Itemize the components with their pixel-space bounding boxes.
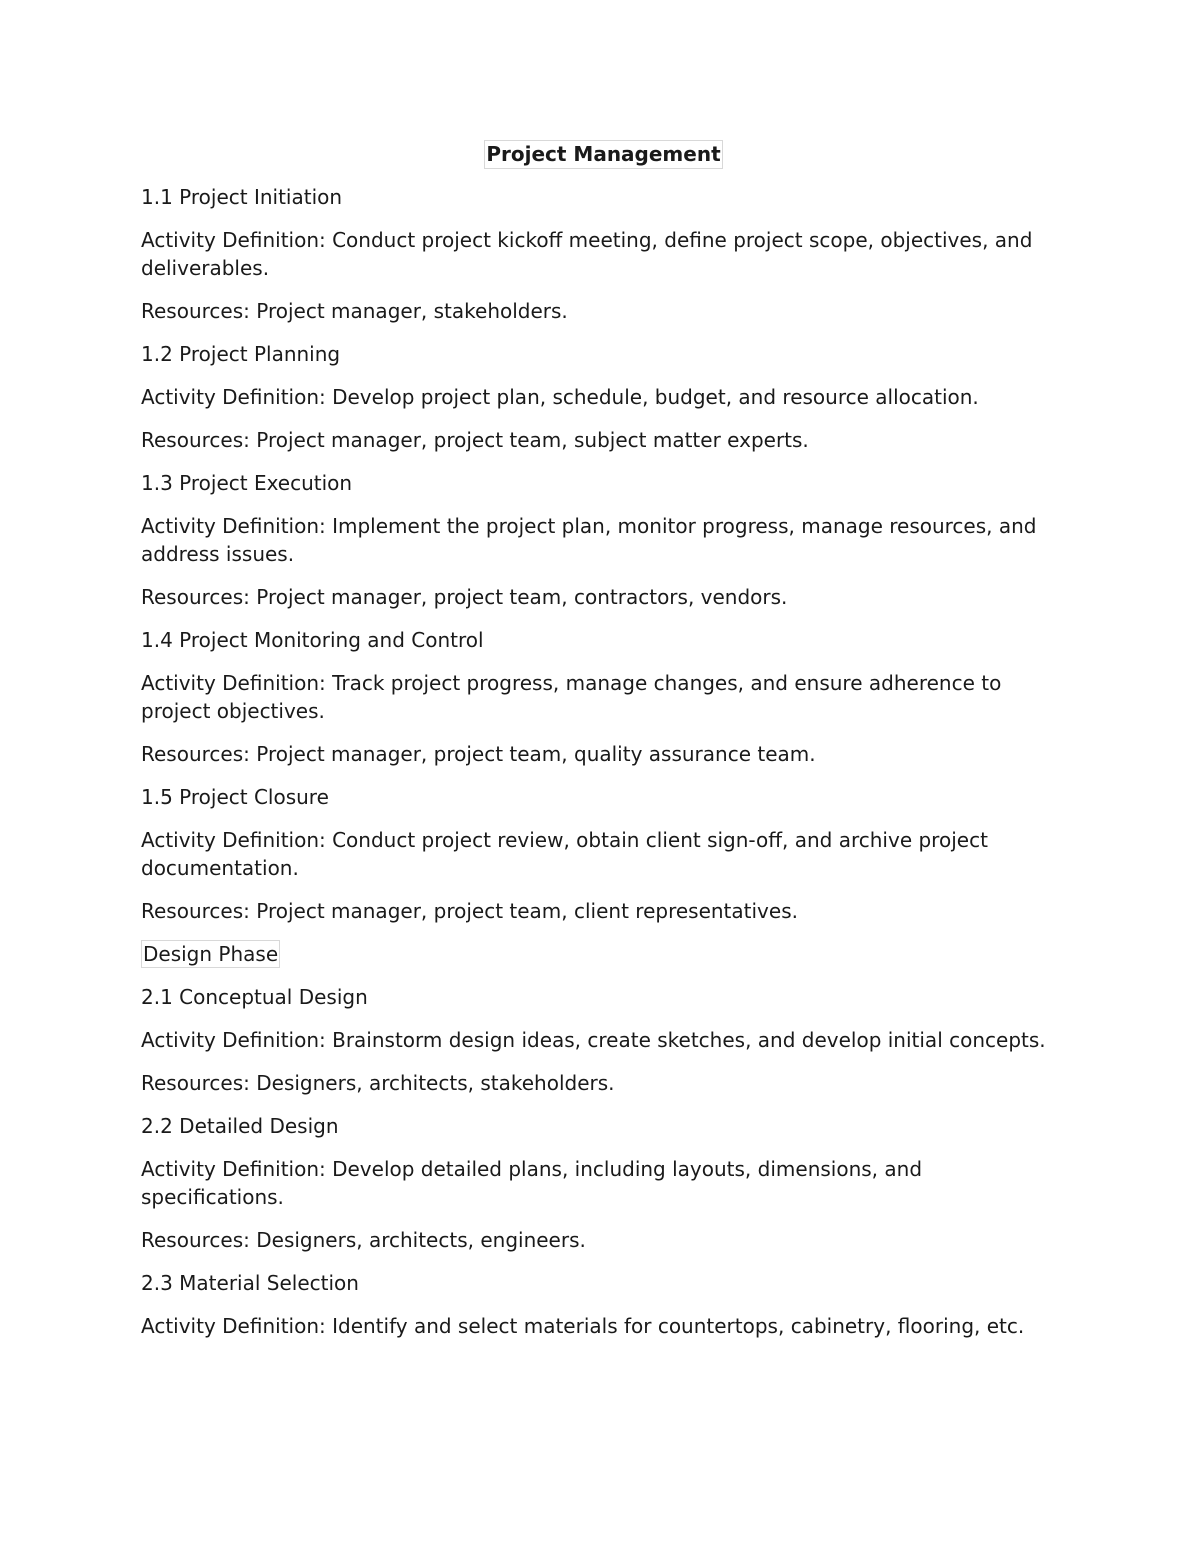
section-heading: 2.1 Conceptual Design	[141, 985, 368, 1009]
resources-line: Resources: Designers, architects, stakeholders.	[141, 1071, 615, 1095]
design-phase-heading: Design Phase	[143, 942, 279, 966]
design-phase-wrapper	[141, 940, 1066, 968]
resources-line: Resources: Designers, architects, engineers.	[141, 1228, 586, 1252]
activity-definition: Activity Definition: Track project progress, manage changes, and ensure adherence to project objectives.	[141, 671, 1002, 723]
resources-line: Resources: Project manager, project team, contractors, vendors.	[141, 585, 788, 609]
activity-definition: Activity Definition: Develop detailed plans, including layouts, dimensions, and specifications.	[141, 1157, 923, 1209]
section-heading: 2.2 Detailed Design	[141, 1114, 339, 1138]
activity-definition: Activity Definition: Implement the project plan, monitor progress, manage resources, and address issues.	[141, 514, 1037, 566]
activity-definition: Activity Definition: Identify and select materials for countertops, cabinetry, flooring, etc.	[141, 1314, 1025, 1338]
activity-definition: Activity Definition: Develop project plan, schedule, budget, and resource allocation.	[141, 385, 979, 409]
section-heading: 1.3 Project Execution	[141, 471, 353, 495]
section-heading: 2.3 Material Selection	[141, 1271, 359, 1295]
resources-line: Resources: Project manager, stakeholders.	[141, 299, 568, 323]
resources-line: Resources: Project manager, project team, quality assurance team.	[141, 742, 816, 766]
section-heading: 1.5 Project Closure	[141, 785, 329, 809]
title-wrapper	[141, 140, 1066, 169]
document-title: Project Management	[484, 140, 722, 169]
resources-line: Resources: Project manager, project team, subject matter experts.	[141, 428, 809, 452]
activity-definition: Activity Definition: Conduct project review, obtain client sign-off, and archive project documentation.	[141, 828, 988, 880]
activity-definition: Activity Definition: Conduct project kickoff meeting, define project scope, objectives, and deliverables.	[141, 228, 1033, 280]
section-heading: 1.1 Project Initiation	[141, 185, 343, 209]
section-heading: 1.2 Project Planning	[141, 342, 341, 366]
section-heading: 1.4 Project Monitoring and Control	[141, 628, 484, 652]
activity-definition: Activity Definition: Brainstorm design ideas, create sketches, and develop initial concepts.	[141, 1028, 1046, 1052]
document-page	[141, 140, 1066, 1355]
resources-line: Resources: Project manager, project team, client representatives.	[141, 899, 798, 923]
